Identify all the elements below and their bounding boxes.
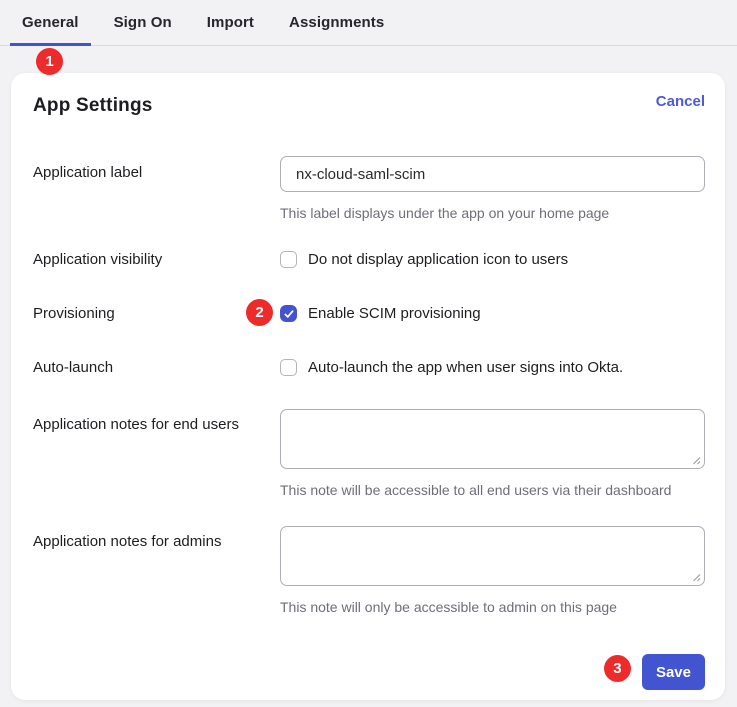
auto-launch-checkbox-label[interactable]: Auto-launch the app when user signs into Okta. (308, 359, 624, 376)
notes-end-users-helper: This note will be accessible to all end users via their dashboard (280, 482, 672, 498)
application-label-input[interactable] (280, 156, 705, 192)
application-label-label: Application label (33, 164, 143, 181)
page-title: App Settings (33, 95, 153, 116)
row-provisioning (33, 304, 705, 324)
auto-launch-checkbox[interactable] (280, 359, 297, 376)
save-button[interactable]: Save (642, 654, 705, 690)
annotation-badge-2: 2 (246, 299, 273, 326)
annotation-badge-3: 3 (604, 655, 631, 682)
tab-assignments[interactable] (277, 0, 396, 45)
notes-end-users-label: Application notes for end users (33, 416, 239, 433)
row-notes-end-users (33, 409, 705, 499)
auto-launch-label: Auto-launch (33, 359, 114, 376)
save-row (33, 654, 705, 690)
notes-admins-helper: This note will only be accessible to admin on this page (280, 599, 617, 615)
scim-provisioning-checkbox-label[interactable]: Enable SCIM provisioning (308, 305, 481, 322)
visibility-checkbox[interactable] (280, 251, 297, 268)
card-header (33, 95, 705, 117)
row-auto-launch (33, 358, 705, 378)
notes-end-users-textarea[interactable] (280, 409, 705, 469)
row-application-label (33, 156, 705, 222)
cancel-link[interactable]: Cancel (655, 93, 705, 110)
tab-general[interactable] (10, 0, 91, 45)
tab-general-label: General (22, 14, 79, 31)
app-tabbar (0, 0, 737, 46)
tab-assignments-label: Assignments (289, 14, 385, 31)
tab-sign-on-label: Sign On (113, 14, 172, 31)
row-application-visibility (33, 250, 705, 270)
notes-admins-label: Application notes for admins (33, 533, 222, 550)
app-settings-card (11, 73, 725, 700)
application-visibility-label: Application visibility (33, 251, 163, 268)
tab-import[interactable] (195, 0, 266, 45)
visibility-checkbox-label[interactable]: Do not display application icon to users (308, 251, 569, 268)
annotation-badge-1: 1 (36, 48, 63, 75)
application-label-helper: This label displays under the app on your home page (280, 205, 610, 221)
tab-sign-on[interactable] (102, 0, 184, 45)
tab-import-label: Import (206, 14, 255, 31)
row-notes-admins (33, 526, 705, 616)
scim-provisioning-checkbox[interactable] (280, 305, 297, 322)
check-icon (283, 308, 295, 320)
provisioning-label: Provisioning (33, 305, 115, 322)
notes-admins-textarea[interactable] (280, 526, 705, 586)
